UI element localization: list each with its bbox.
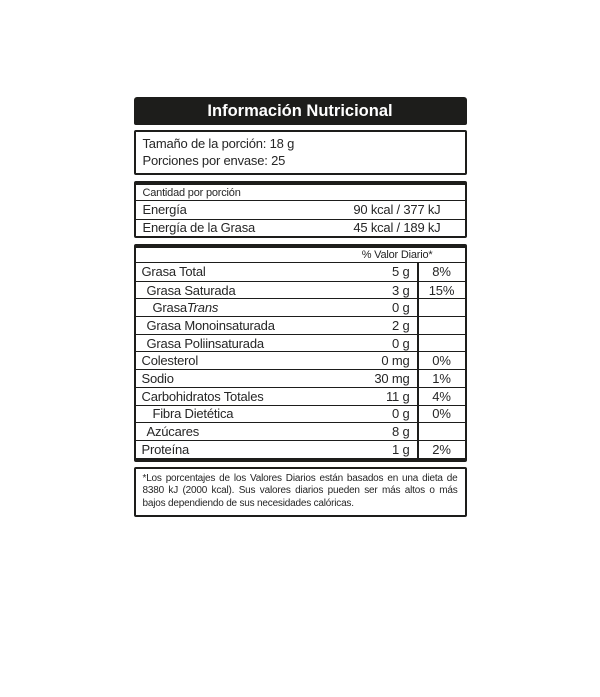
nutrient-label: Grasa Total <box>141 264 206 280</box>
energy-row <box>136 201 465 219</box>
table-row-trans-fat <box>136 298 465 316</box>
table-row-total-carbohydrate <box>136 387 465 405</box>
footnote-box <box>134 467 467 518</box>
nutrient-amount: 8 g <box>392 424 410 440</box>
nutrient-daily-value <box>417 317 465 334</box>
nutrient-label: Colesterol <box>141 353 199 369</box>
energy-from-fat-label: Energía de la Grasa <box>142 220 256 236</box>
table-row-dietary-fiber <box>136 405 465 423</box>
daily-value-footnote: *Los porcentajes de los Valores Diarios están basados en una dieta de 8380 kJ (2000 kcal). Sus valores diarios pueden ser más altos o más bajos dependiendo de sus necesidades calóricas. <box>142 472 458 509</box>
nutrient-daily-value: 0% <box>417 352 465 369</box>
nutrient-amount: 3 g <box>392 282 410 298</box>
nutrient-amount: 0 g <box>392 300 410 316</box>
table-row-sugars <box>136 422 465 440</box>
nutrient-amount: 0 g <box>392 406 410 422</box>
nutrient-label: Azúcares <box>146 424 200 440</box>
nutrient-label: Grasa Saturada <box>146 282 236 298</box>
nutrient-amount: 0 g <box>392 335 410 351</box>
servings-per-container-line: Porciones por envase: 25 <box>142 153 286 168</box>
table-row-total-fat <box>136 263 465 281</box>
trans-italic: Trans <box>186 300 219 316</box>
nutrient-amount: 0 mg <box>381 353 410 369</box>
nutrient-amount: 5 g <box>392 264 410 280</box>
nutrient-table <box>134 244 467 462</box>
title-bar <box>134 97 467 125</box>
nutrient-label: Proteína <box>141 441 190 457</box>
nutrition-label <box>134 97 467 517</box>
amount-per-serving-heading: Cantidad por porción <box>136 185 465 201</box>
nutrient-label: Grasa Poliinsaturada <box>146 335 264 351</box>
nutrient-daily-value <box>417 423 465 440</box>
table-row-protein <box>136 440 465 458</box>
nutrient-daily-value: 15% <box>417 282 465 299</box>
energy-value: 90 kcal / 377 kJ <box>353 202 441 218</box>
nutrient-daily-value <box>417 335 465 352</box>
nutrient-amount: 11 g <box>385 388 410 404</box>
label-title: Información Nutricional <box>207 102 393 120</box>
nutrient-daily-value: 8% <box>417 263 465 281</box>
serving-info-box <box>134 130 467 175</box>
energy-from-fat-value: 45 kcal / 189 kJ <box>353 220 441 236</box>
serving-size-line: Tamaño de la porción: 18 g <box>142 136 295 151</box>
nutrient-label: Sodio <box>141 370 174 386</box>
nutrient-daily-value: 2% <box>417 441 465 458</box>
daily-value-header: % Valor Diario* <box>136 248 465 263</box>
nutrient-daily-value: 0% <box>417 406 465 423</box>
nutrient-label: Grasa Trans <box>152 300 219 316</box>
table-row-saturated-fat <box>136 281 465 299</box>
table-row-sodium <box>136 369 465 387</box>
nutrient-amount: 30 mg <box>374 370 410 386</box>
nutrient-label: Fibra Dietética <box>152 406 234 422</box>
nutrient-daily-value: 4% <box>417 388 465 405</box>
table-row-monounsaturated-fat <box>136 316 465 334</box>
nutrient-label: Carbohidratos Totales <box>141 388 264 404</box>
energy-label: Energía <box>142 202 187 218</box>
energy-section <box>134 181 467 238</box>
table-row-polyunsaturated-fat <box>136 334 465 352</box>
table-row-cholesterol <box>136 351 465 369</box>
nutrient-daily-value: 1% <box>417 370 465 387</box>
nutrient-daily-value <box>417 299 465 316</box>
nutrient-amount: 2 g <box>392 317 410 333</box>
energy-from-fat-row <box>136 219 465 237</box>
nutrient-label: Grasa Monoinsaturada <box>146 317 275 333</box>
nutrient-amount: 1 g <box>392 441 410 457</box>
